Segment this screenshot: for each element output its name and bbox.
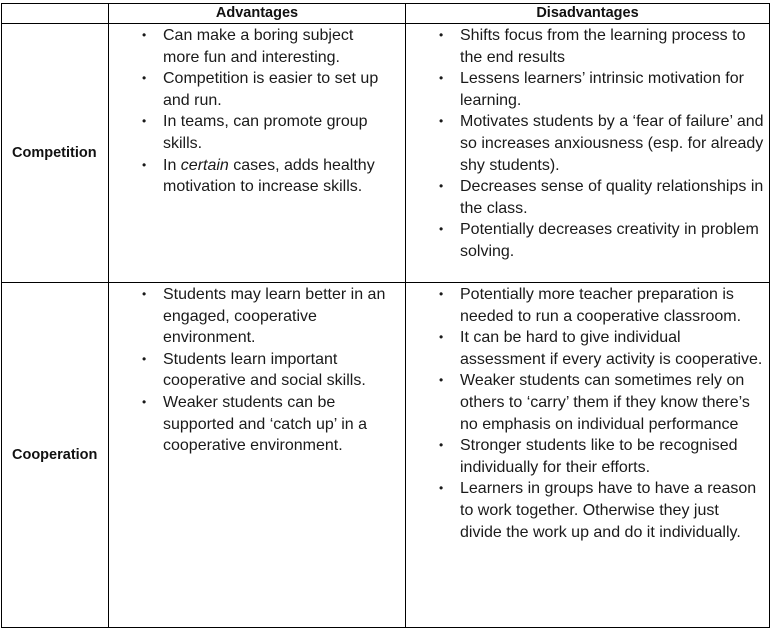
header-advantages: Advantages (109, 4, 406, 24)
cooperation-advantages-list (109, 283, 405, 457)
bullet-icon: • (439, 28, 444, 42)
bullet-icon: • (439, 438, 444, 453)
list-item: • Decreases sense of quality relationships in the class. (439, 178, 764, 217)
bullet-icon: • (439, 287, 444, 301)
list-item: • In certain cases, adds healthy motivation to increase skills. (142, 156, 375, 196)
bullet-icon: • (439, 114, 444, 129)
table-row-competition (2, 24, 770, 283)
list-item: • Shifts focus from the learning process to the end results (439, 27, 746, 66)
cooperation-disadvantages-cell (406, 283, 770, 628)
bullet-icon: • (439, 330, 444, 345)
list-item: • Weaker students can be supported and ‘catch up’ in a cooperative environment. (142, 393, 367, 455)
header-row (2, 4, 770, 24)
competition-disadvantages-list (406, 24, 769, 263)
list-item: • Weaker students can sometimes rely on others to ‘carry’ them if they know there’s no emphasis on individual performance (439, 372, 750, 433)
list-item: • Potentially more teacher preparation is needed to run a cooperative classroom. (439, 286, 742, 325)
list-item: • Stronger students like to be recognised individually for their efforts. (439, 437, 738, 476)
bullet-icon: • (439, 222, 444, 237)
bullet-icon: • (142, 114, 147, 129)
bullet-icon: • (142, 28, 147, 42)
list-item: • Learners in groups have to have a reason to work together. Otherwise they just divide the work up and do it individually. (439, 480, 757, 541)
table-row-cooperation (2, 283, 770, 628)
list-item: • Competition is easier to set up and run. (142, 70, 379, 109)
bullet-icon: • (142, 394, 147, 409)
cooperation-advantages-cell (109, 283, 406, 628)
competition-disadvantages-cell (406, 24, 770, 283)
comparison-table (1, 3, 770, 628)
header-empty (2, 4, 109, 24)
list-item: • Potentially decreases creativity in problem solving. (439, 221, 759, 260)
bullet-icon: • (142, 351, 147, 366)
list-item: • It can be hard to give individual assessment if every activity is cooperative. (439, 329, 763, 368)
list-item: • In teams, can promote group skills. (142, 113, 368, 152)
bullet-icon: • (142, 157, 147, 172)
list-item: • Lessens learners’ intrinsic motivation for learning. (439, 70, 744, 109)
list-item: • Motivates students by a ‘fear of failure’ and so increases anxiousness (esp. for already shy students). (439, 113, 764, 174)
competition-advantages-list (109, 24, 405, 198)
bullet-icon: • (439, 373, 444, 388)
bullet-icon: • (142, 287, 147, 301)
list-item: • Students may learn better in an engaged, cooperative environment. (142, 286, 386, 347)
header-disadvantages: Disadvantages (406, 4, 770, 24)
bullet-icon: • (439, 71, 444, 86)
bullet-icon: • (142, 71, 147, 86)
bullet-icon: • (439, 179, 444, 194)
row-label-competition: Competition (2, 24, 109, 283)
competition-advantages-cell (109, 24, 406, 283)
list-item: • Students learn important cooperative and social skills. (142, 350, 366, 390)
row-label-cooperation: Cooperation (2, 283, 109, 628)
list-item: • Can make a boring subject more fun and interesting. (142, 27, 354, 66)
cooperation-disadvantages-list (406, 283, 769, 543)
bullet-icon: • (439, 481, 444, 496)
